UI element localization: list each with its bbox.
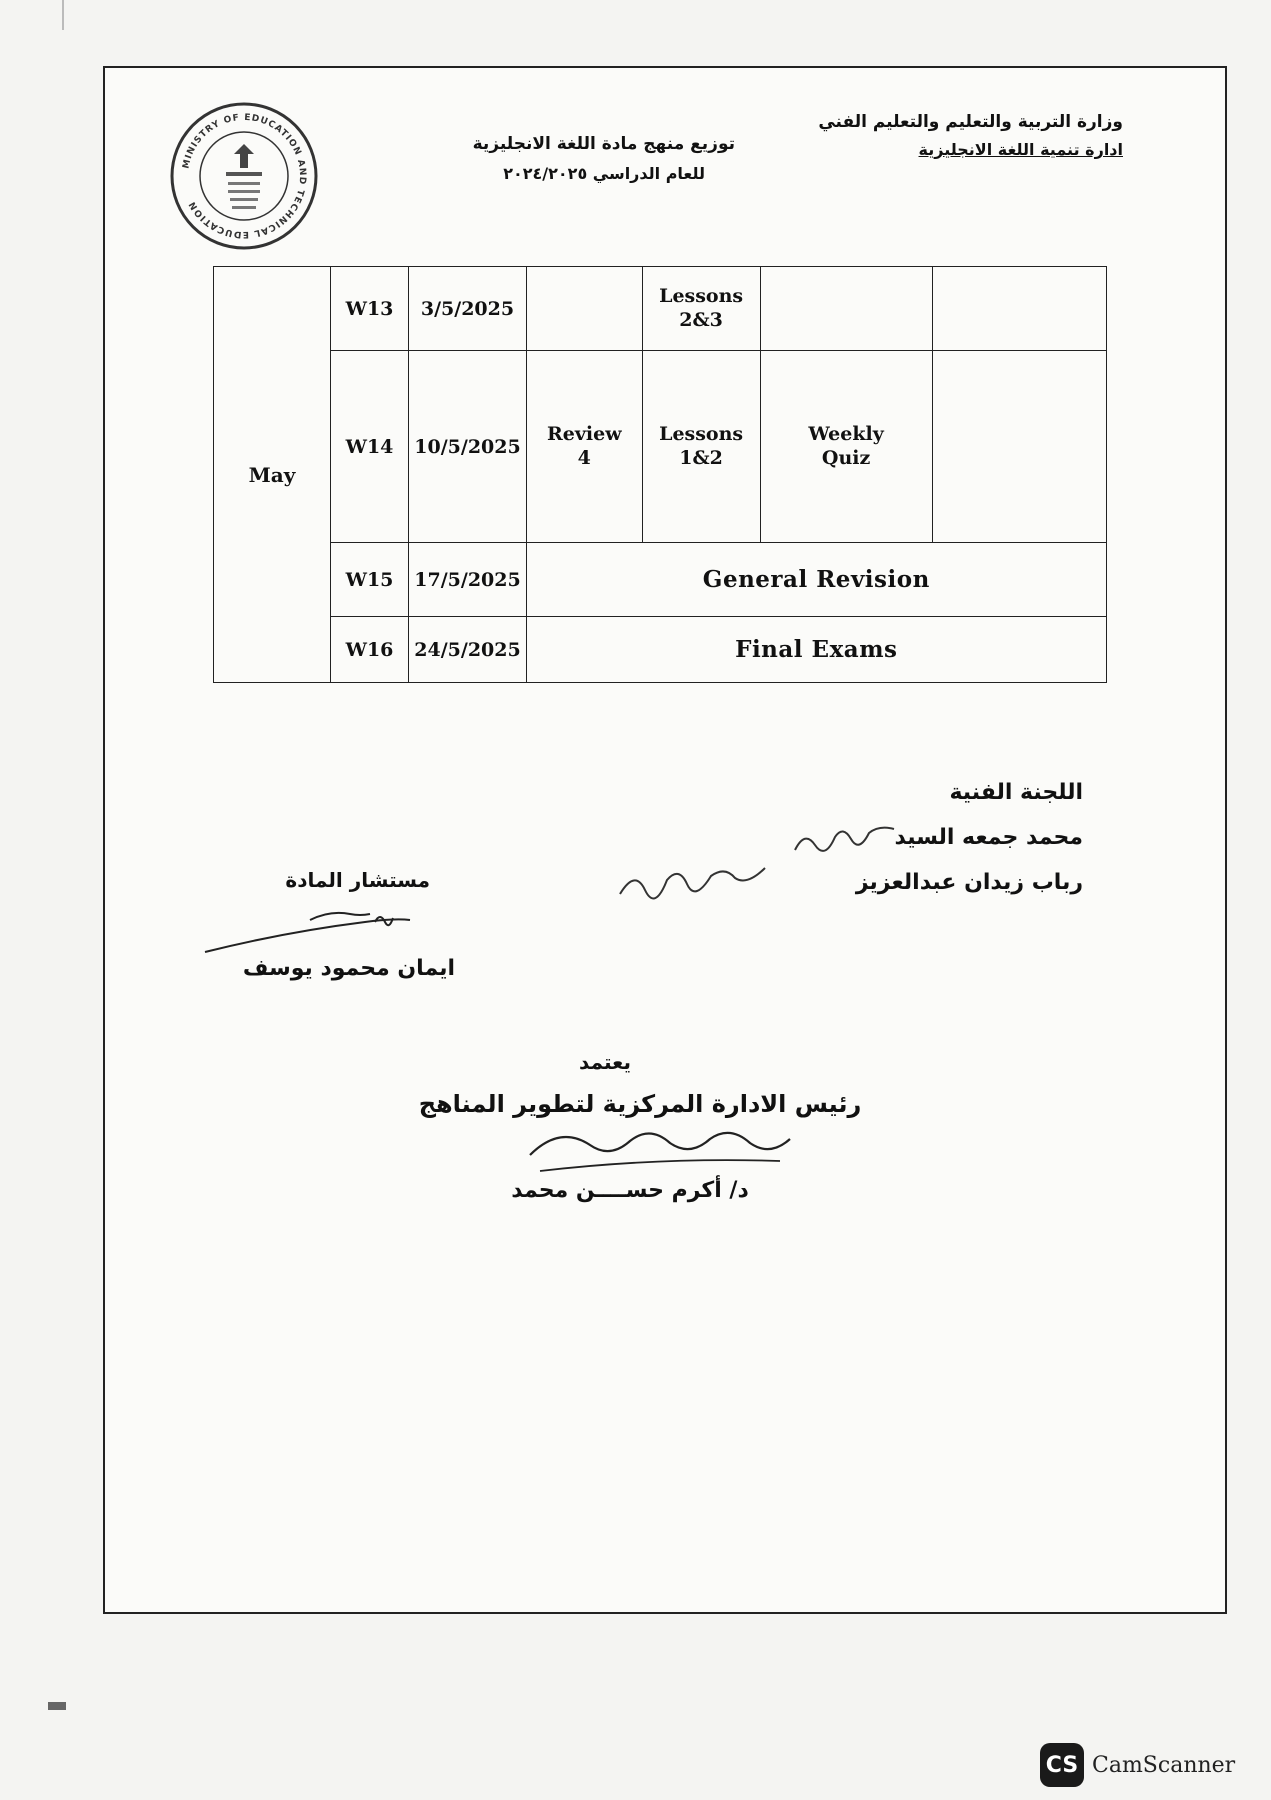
department-name: ادارة تنمية اللغة الانجليزية xyxy=(918,140,1123,159)
table-row xyxy=(214,543,1107,617)
document-title: توزيع منهج مادة اللغة الانجليزية xyxy=(472,134,735,154)
signature-head-icon xyxy=(520,1125,800,1185)
advisor-title: مستشار المادة xyxy=(285,868,430,892)
camscanner-watermark xyxy=(1040,1742,1235,1788)
head-name: د/ أكرم حســــن محمد xyxy=(511,1178,749,1203)
ministry-seal-icon xyxy=(168,100,320,252)
lesson-cell: Lessons 1&2 xyxy=(642,351,760,543)
curriculum-table xyxy=(213,266,1107,683)
month-cell: May xyxy=(214,267,331,683)
committee-title: اللجنة الفنية xyxy=(949,780,1083,805)
date-cell: 17/5/2025 xyxy=(409,543,527,617)
lesson-cell xyxy=(760,267,932,351)
head-title: رئيس الادارة المركزية لتطوير المناهج xyxy=(418,1090,862,1118)
table-row xyxy=(214,617,1107,683)
scan-mark xyxy=(48,1702,66,1710)
committee-member-1: محمد جمعه السيد xyxy=(894,825,1083,850)
week-cell: W13 xyxy=(331,267,409,351)
lesson-cell: Review 4 xyxy=(527,351,643,543)
signature-member-2-icon xyxy=(615,860,775,906)
lesson-cell xyxy=(932,351,1106,543)
advisor-name: ايمان محمود يوسف xyxy=(242,956,455,981)
ministry-name: وزارة التربية والتعليم والتعليم الفني xyxy=(818,112,1123,132)
general-revision-cell: General Revision xyxy=(527,543,1107,617)
signature-advisor-icon xyxy=(200,900,420,960)
lesson-cell: Weekly Quiz xyxy=(760,351,932,543)
date-cell: 3/5/2025 xyxy=(409,267,527,351)
table-row xyxy=(214,351,1107,543)
table-row xyxy=(214,267,1107,351)
approval-label: يعتمد xyxy=(579,1050,631,1074)
lesson-cell xyxy=(932,267,1106,351)
final-exams-cell: Final Exams xyxy=(527,617,1107,683)
week-cell: W14 xyxy=(331,351,409,543)
week-cell: W15 xyxy=(331,543,409,617)
date-cell: 24/5/2025 xyxy=(409,617,527,683)
academic-year: للعام الدراسي ٢٠٢٤/٢٠٢٥ xyxy=(503,164,705,183)
date-cell: 10/5/2025 xyxy=(409,351,527,543)
week-cell: W16 xyxy=(331,617,409,683)
svg-text:MINISTRY OF EDUCATION AND TECH: MINISTRY OF EDUCATION AND TECHNICAL EDUCATION xyxy=(181,112,308,240)
signature-member-1-icon xyxy=(790,820,900,860)
camscanner-logo-icon: CS xyxy=(1040,1743,1084,1787)
scan-edge xyxy=(62,0,64,30)
lesson-cell: Lessons 2&3 xyxy=(642,267,760,351)
camscanner-text: CamScanner xyxy=(1092,1752,1236,1778)
lesson-cell xyxy=(527,267,643,351)
committee-member-2: رباب زيدان عبدالعزيز xyxy=(855,870,1083,895)
